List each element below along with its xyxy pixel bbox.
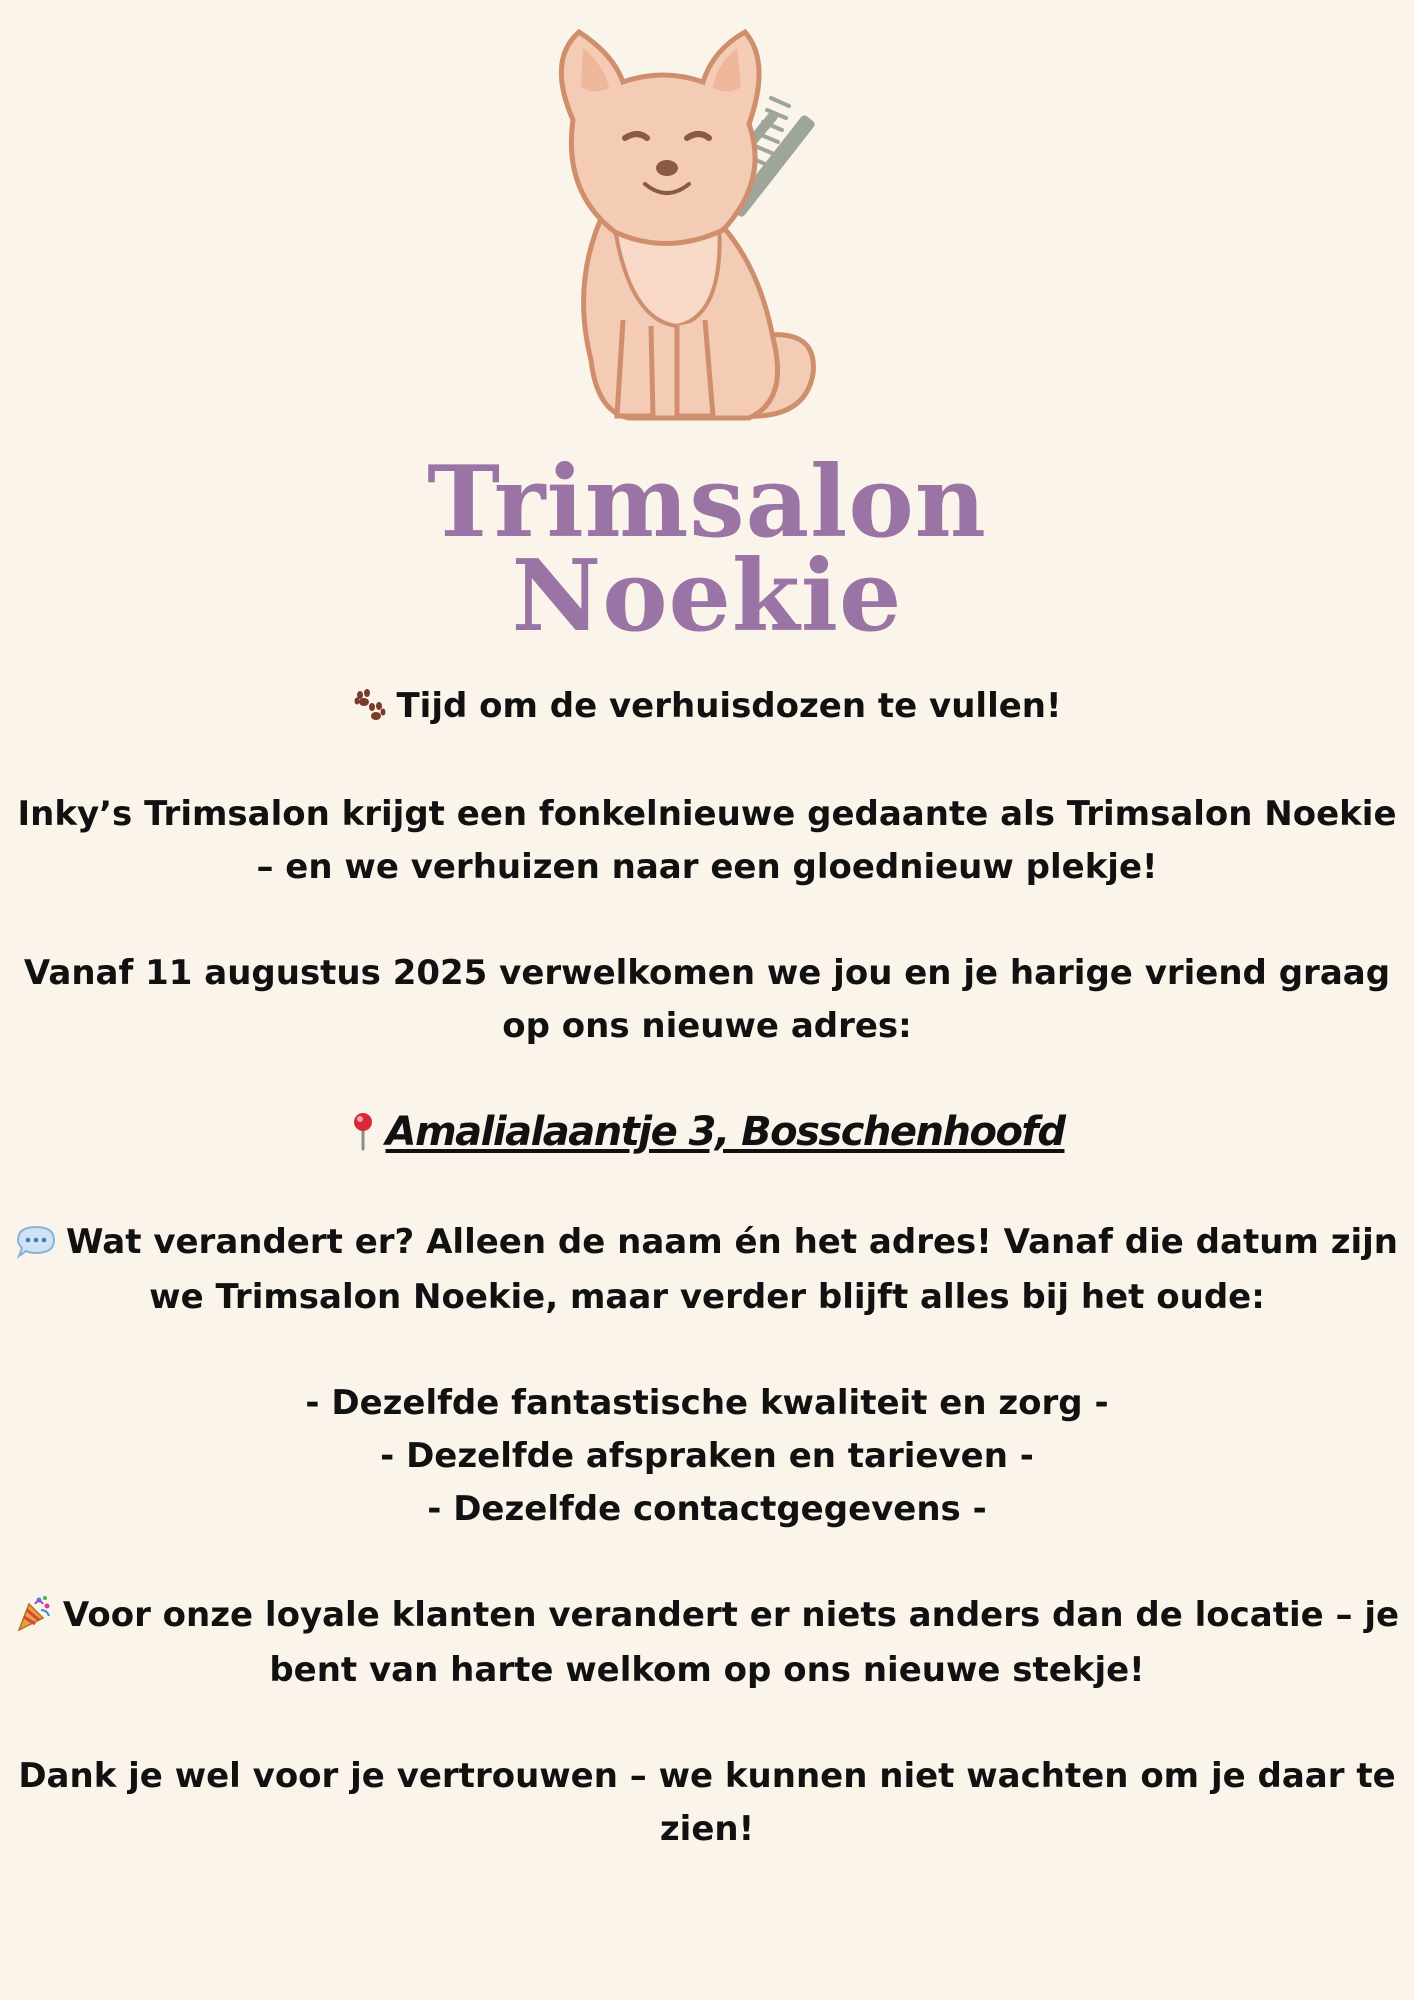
- thanks-paragraph: [10, 1750, 1404, 1856]
- loyal-line: [10, 1589, 1404, 1644]
- headline: [10, 680, 1404, 735]
- brand-logo: [0, 20, 1414, 654]
- list-item: - Dezelfde fantastische kwaliteit en zorg -: [305, 1383, 1109, 1423]
- loyal-paragraph: [10, 1589, 1404, 1697]
- party-popper-icon: [15, 1591, 53, 1644]
- brand-name-line-1: Trimsalon: [427, 445, 987, 560]
- loyal-line-text: Voor onze loyale klanten verandert er niets anders dan de locatie – je: [62, 1595, 1400, 1635]
- date-line: op ons nieuwe adres:: [502, 1006, 912, 1046]
- paw-prints-icon: [352, 682, 386, 735]
- change-paragraph: [10, 1216, 1404, 1324]
- list-item: - Dezelfde contactgegevens -: [427, 1489, 987, 1529]
- announcement: [10, 680, 1404, 1909]
- date-line: Vanaf 11 augustus 2025 verwelkomen we jou en je harige vriend graag: [23, 953, 1391, 993]
- thanks-line: zien!: [659, 1809, 755, 1849]
- loyal-line: bent van harte welkom op ons nieuwe stekje!: [269, 1650, 1145, 1690]
- intro-line: Inky’s Trimsalon krijgt een fonkelnieuwe gedaante als Trimsalon Noekie: [17, 794, 1397, 834]
- points-list: [10, 1377, 1404, 1536]
- intro-line: – en we verhuizen naar een gloednieuw plekje!: [256, 847, 1158, 887]
- date-paragraph: [10, 947, 1404, 1053]
- change-line: we Trimsalon Noekie, maar verder blijft alles bij het oude:: [149, 1277, 1265, 1317]
- intro-paragraph: [10, 788, 1404, 894]
- change-line: [10, 1216, 1404, 1271]
- brand-name-line-2: Noekie: [511, 539, 903, 654]
- speech-bubble-icon: [16, 1218, 56, 1271]
- change-line-text: Wat verandert er? Alleen de naam én het adres! Vanaf die datum zijn: [66, 1222, 1398, 1262]
- list-item: - Dezelfde afspraken en tarieven -: [380, 1436, 1034, 1476]
- address-paragraph: [10, 1106, 1404, 1163]
- thanks-line: Dank je wel voor je vertrouwen – we kunnen niet wachten om je daar te: [18, 1756, 1396, 1796]
- headline-text: Tijd om de verhuisdozen te vullen!: [396, 686, 1062, 726]
- dog-grooming-logo-icon: [527, 20, 937, 440]
- pin-icon: [350, 1110, 376, 1163]
- address-link[interactable]: Amalialaantje 3, Bosschenhoofd: [385, 1109, 1065, 1155]
